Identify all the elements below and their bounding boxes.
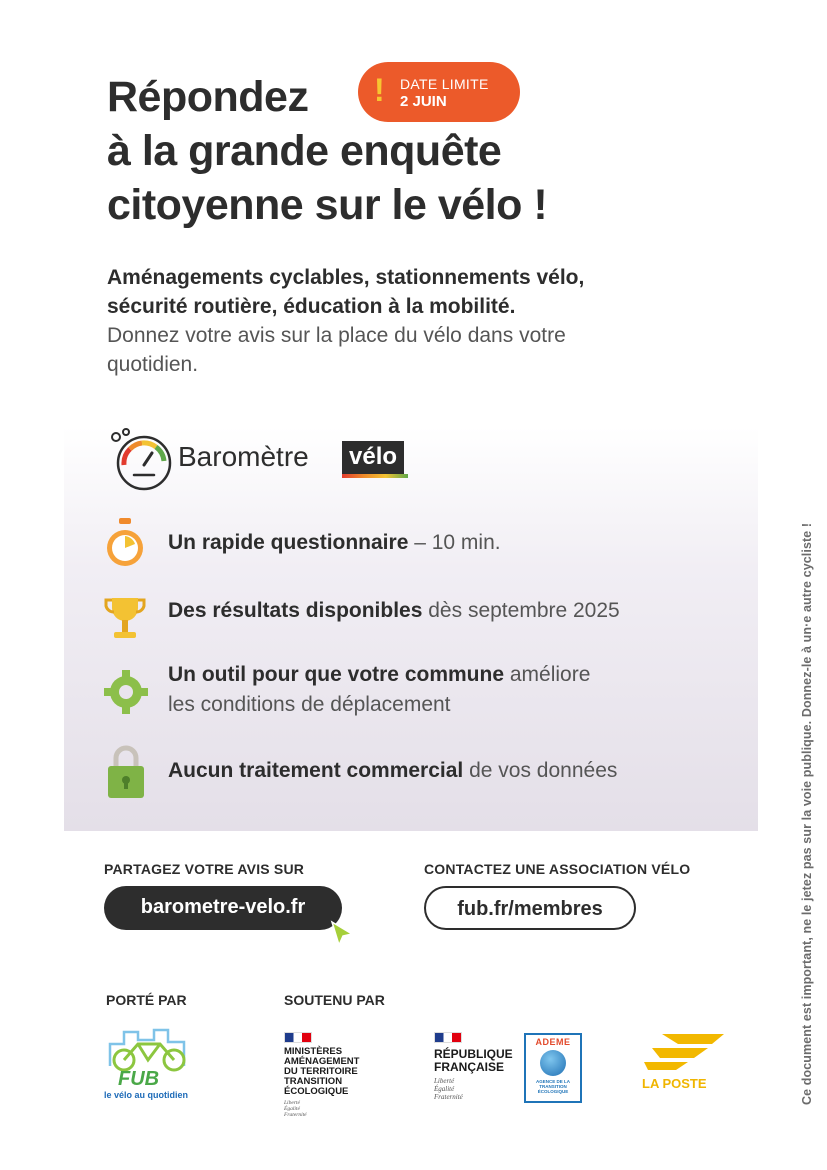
fub-title: FUB <box>118 1068 160 1090</box>
deadline-badge <box>358 62 520 122</box>
ministeres-line: TRANSITION <box>284 1076 343 1087</box>
ministeres-line: ÉCOLOGIQUE <box>284 1086 349 1097</box>
intro-light-line-1: Donnez votre avis sur la place du vélo dans votre <box>107 324 566 347</box>
la-poste-logo <box>638 1030 728 1100</box>
la-poste-text: LA POSTE <box>642 1076 707 1091</box>
french-flag-icon <box>284 1032 312 1043</box>
french-flag-icon <box>434 1032 462 1043</box>
feature-4-rest: de vos données <box>463 759 618 782</box>
porte-par-label: PORTÉ PAR <box>106 992 187 1008</box>
gear-icon <box>104 660 148 720</box>
intro-light-line-2: quotidien. <box>107 353 199 376</box>
bicycle-city-icon <box>104 1026 194 1072</box>
feature-2-bold: Des résultats disponibles <box>168 599 423 622</box>
feature-1-bold: Un rapide questionnaire <box>168 531 409 554</box>
feature-item <box>104 588 724 648</box>
ademe-sub-line: TRANSITION <box>539 1084 567 1089</box>
padlock-icon <box>104 742 148 802</box>
ademe-title: ADEME <box>535 1037 571 1047</box>
devise-line: Égalité <box>284 1106 300 1112</box>
feature-1-rest: – 10 min. <box>408 531 501 554</box>
fub-members-link[interactable]: fub.fr/membres <box>424 886 636 930</box>
exclamation-icon: ! <box>374 72 385 108</box>
feature-item <box>104 514 724 574</box>
ademe-sub-line: AGENCE DE LA <box>535 1079 570 1084</box>
headline-line-2: à la grande enquête <box>107 127 502 175</box>
feature-2-rest: dès septembre 2025 <box>422 599 620 622</box>
soutenu-par-label: SOUTENU PAR <box>284 992 385 1008</box>
deadline-date: 2 JUIN <box>400 93 447 110</box>
intro-bold-line-1: Aménagements cyclables, stationnements vélo, <box>107 266 585 289</box>
fub-tagline: le vélo au quotidien <box>104 1090 189 1100</box>
feature-3-bold: Un outil pour que votre commune <box>168 663 505 686</box>
disposal-notice: Ce document est important, ne le jetez pas sur la voie publique. Donnez-le à un·e autre cycliste ! <box>800 522 814 1105</box>
deadline-label: DATE LIMITE <box>400 76 489 92</box>
feature-item <box>104 742 724 802</box>
share-label: PARTAGEZ VOTRE AVIS SUR <box>104 861 305 877</box>
trophy-icon <box>104 588 148 648</box>
contact-label: CONTACTEZ UNE ASSOCIATION VÉLO <box>424 861 691 877</box>
intro-text <box>107 263 707 379</box>
devise-line: Fraternité <box>434 1093 463 1101</box>
logo-color-strip <box>342 474 408 478</box>
ministeres-line: MINISTÈRES <box>284 1046 343 1057</box>
rf-line: FRANÇAISE <box>434 1060 505 1074</box>
feature-item <box>104 660 724 724</box>
logo-brand: Baromètre <box>178 441 309 472</box>
barometre-velo-logo <box>108 427 418 491</box>
devise-line: Fraternité <box>284 1112 307 1118</box>
gauge-icon <box>108 427 172 491</box>
ministeres-logo <box>284 1032 359 1118</box>
devise-line: Liberté <box>284 1100 300 1106</box>
feature-4-bold: Aucun traitement commercial <box>168 759 464 782</box>
stopwatch-icon <box>104 514 148 574</box>
ademe-sub-line: ÉCOLOGIQUE <box>537 1089 569 1094</box>
ministeres-line: DU TERRITOIRE <box>284 1066 358 1077</box>
globe-icon <box>540 1050 566 1076</box>
republique-francaise-logo <box>434 1032 513 1101</box>
ministeres-line: AMÉNAGEMENT <box>284 1056 360 1067</box>
feature-3-rest: améliore <box>504 663 591 686</box>
rf-line: RÉPUBLIQUE <box>434 1047 513 1061</box>
headline-line-1: Répondez <box>107 73 309 121</box>
ademe-logo <box>524 1033 582 1103</box>
headline-line-3: citoyenne sur le vélo ! <box>107 181 548 229</box>
fub-logo <box>104 1026 194 1106</box>
feature-3-rest-line-2: les conditions de déplacement <box>168 693 451 716</box>
barometre-link[interactable]: barometre-velo.fr <box>104 886 342 930</box>
cursor-icon <box>328 918 356 948</box>
intro-bold-line-2: sécurité routière, éducation à la mobilité. <box>107 295 516 318</box>
devise-line: Égalité <box>434 1085 455 1093</box>
devise-line: Liberté <box>434 1077 455 1085</box>
la-poste-bird-icon <box>638 1030 728 1072</box>
logo-velo-tag: vélo <box>342 441 404 474</box>
